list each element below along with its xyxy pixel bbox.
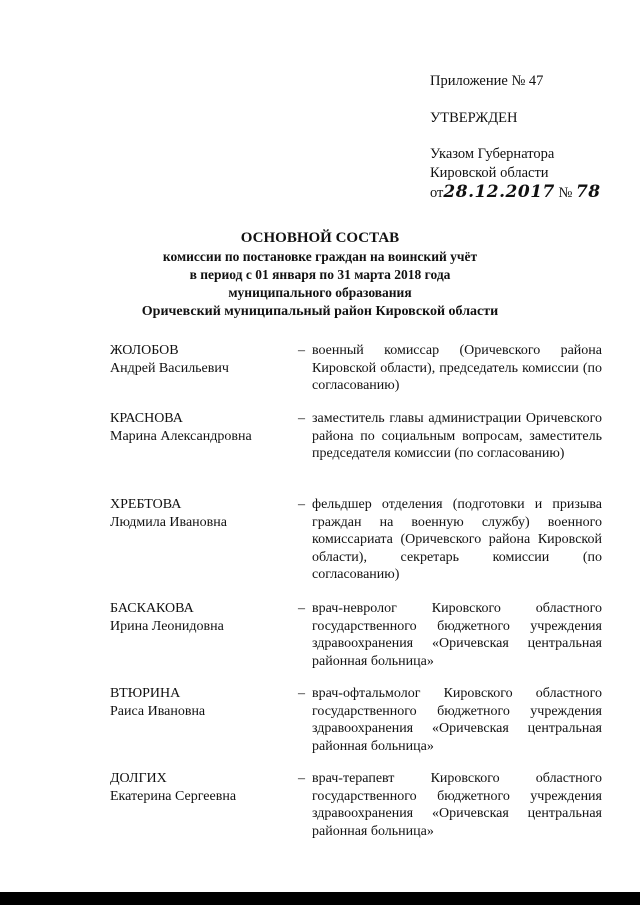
member-role: врач-офтальмолог Кировского областного государственного бюджетного учреждения здравоохранения «Оричевская центральная районная больница» [312,686,602,754]
decree-line-1: Указом Губернатора [430,146,555,162]
member-role: врач-терапевт Кировского областного государственного бюджетного учреждения здравоохранения «Оричевская центральная районная больница» [312,771,602,839]
member-dash: – [298,411,305,426]
scan-bottom-edge [0,892,640,905]
member-name [110,770,285,805]
number-prefix: № [558,185,573,201]
member-given-name: Андрей Васильевич [110,360,229,376]
decree-date-line [430,183,630,203]
member-surname: ВТЮРИНА [110,686,181,701]
member-surname: ЖОЛОБОВ [110,343,179,358]
member-dash: – [298,497,305,512]
date-prefix: от [430,185,444,201]
member-dash: – [298,686,305,701]
member-given-name: Екатерина Сергеевна [110,788,237,804]
member-role: заместитель главы администрации Оричевского района по социальным вопросам, заместитель председателя комиссии (по согласованию) [312,411,602,461]
member-name [110,410,285,445]
title-line-2: комиссии по постановке граждан на воинский учёт [162,249,478,264]
title-main: ОСНОВНОЙ СОСТАВ [240,230,400,246]
member-role: фельдшер отделения (подготовки и призыва граждан на военную службу) военного комиссариата (Оричевского района Кировской области), секретарь комиссии (по согласованию) [312,497,602,582]
member-name [110,600,285,635]
handwritten-date: 28.12.2017 [443,182,555,202]
approval-block [430,72,630,203]
member-dash: – [298,601,305,616]
member-name [110,342,285,377]
member-surname: ХРЕБТОВА [110,497,182,512]
member-given-name: Марина Александровна [110,428,252,444]
member-surname: БАСКАКОВА [110,601,194,616]
title-line-4: муниципального образования [228,285,412,300]
member-dash: – [298,771,305,786]
title-line-3: в период с 01 января по 31 марта 2018 года [189,267,451,282]
member-name [110,685,285,720]
member-name [110,496,285,531]
handwritten-number: 78 [575,182,601,202]
member-given-name: Ирина Леонидовна [110,618,224,634]
appendix-number: Приложение № 47 [430,73,544,89]
approved-label: УТВЕРЖДЕН [430,110,518,126]
member-surname: КРАСНОВА [110,411,183,426]
member-given-name: Раиса Ивановна [110,703,206,719]
document-title [0,228,640,321]
member-dash: – [298,343,305,358]
member-surname: ДОЛГИХ [110,771,167,786]
title-line-5: Оричевский муниципальный район Кировской области [141,304,499,319]
member-role: врач-невролог Кировского областного государственного бюджетного учреждения здравоохранения «Оричевская центральная районная больница» [312,601,602,669]
member-given-name: Людмила Ивановна [110,514,227,530]
decree-line-2: Кировской области [430,165,549,181]
member-role: военный комиссар (Оричевского района Кировской области), председатель комиссии (по согласованию) [312,343,602,393]
